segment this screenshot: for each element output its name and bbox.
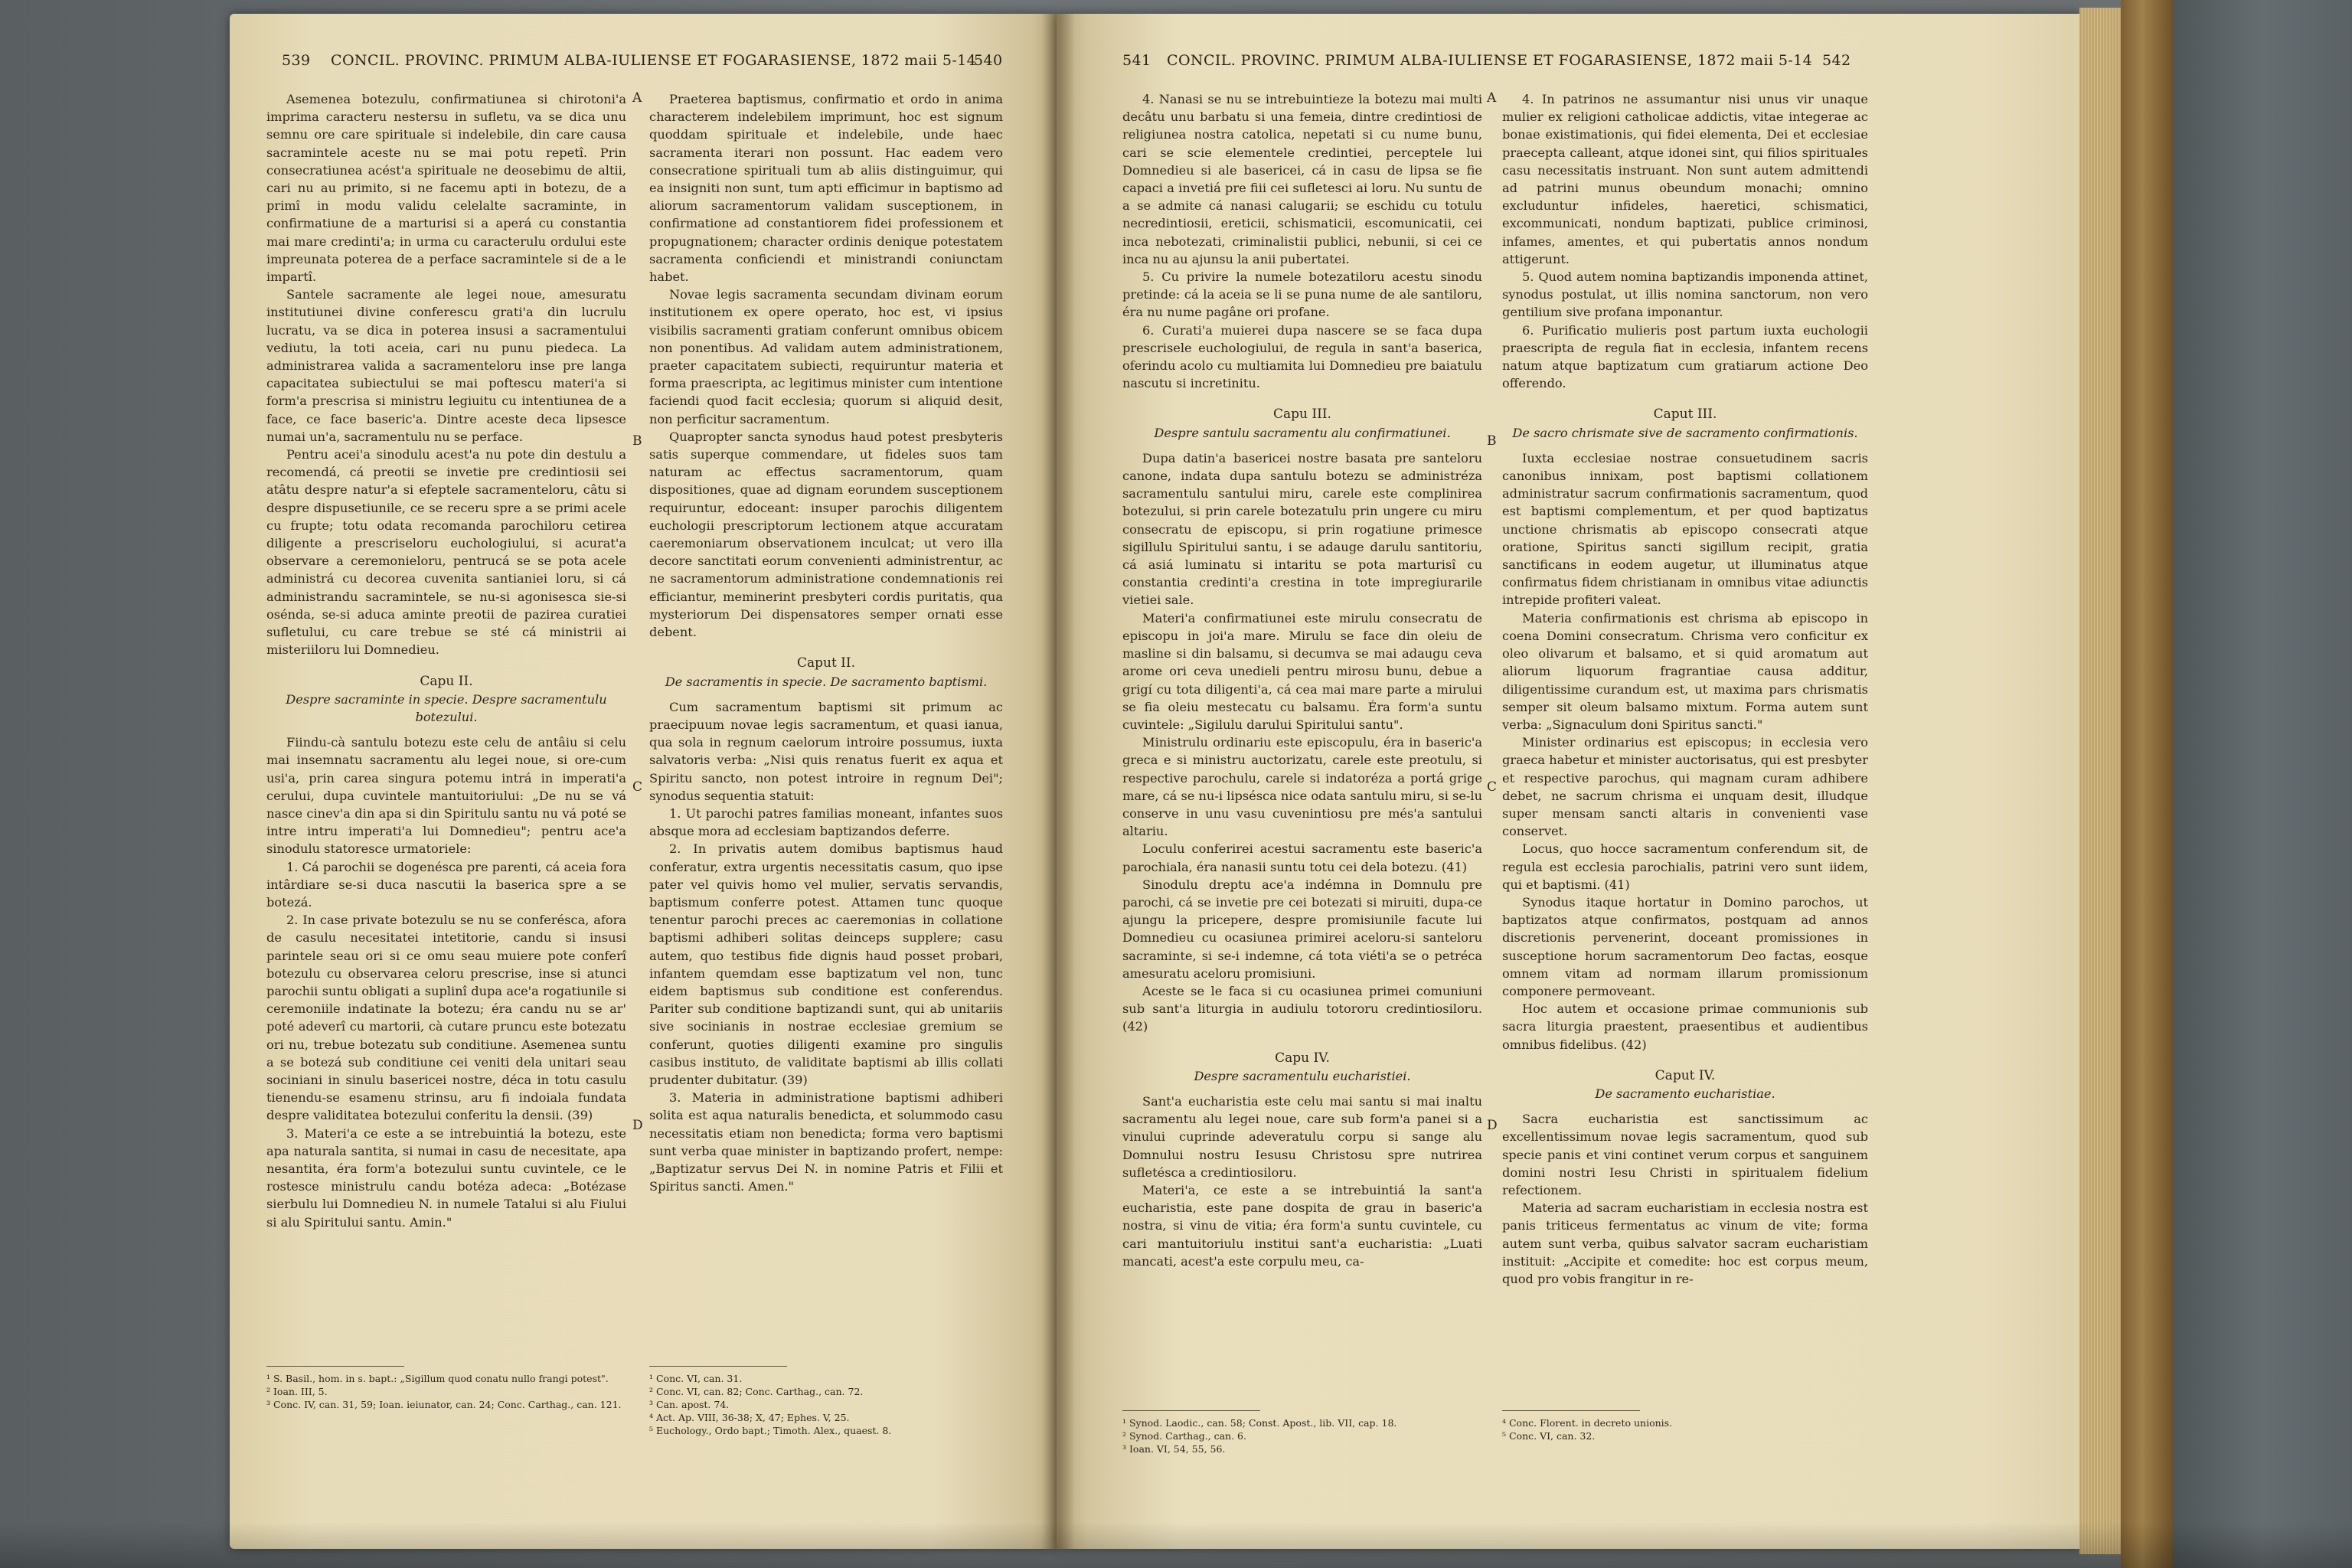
footnote: ⁴ Conc. Florent. in decreto unionis.: [1502, 1417, 1673, 1429]
margin-marker-c: C: [1487, 779, 1498, 795]
paragraph: Synodus itaque hortatur in Domino parochos, ut baptizatos atque confirmatos, postquam ad annos discretionis pervenerint, doceant promissiones in susceptione horum sacramentorum Deo factas, eosque omnem vitam ad normam illarum promissionum componere permoveant.: [1502, 894, 1868, 998]
paragraph: Materia confirmationis est chrisma ab episcopo in coena Domini consecratum. Chrisma vero conficitur ex oleo olivarum et balsamo, et si quid aromatum aut aliorum liquorum fragrantiae causa additur, diligentissime curandum est, ut maxima pars chrismatis semper sit oleum balsamo mixtum. Forma autem sunt verba: „Signaculum doni Spiritus sancti.": [1502, 610, 1868, 732]
footnotes-539: [266, 1372, 626, 1411]
paragraph: Cum sacramentum baptismi sit primum ac praecipuum novae legis sacramentum, et quasi ianua, qua sola in regnum caelorum introire possumus, iuxta salvatoris verba: „Nisi quis renatus fuerit ex aqua et Spiritu sancto, non potest introire in regnum Dei"; synodus sequentia statuit:: [649, 699, 1003, 803]
chapter-heading: Capu IV.: [1275, 1050, 1330, 1066]
paragraph: Materi'a, ce este a se intrebuintiá la sant'a eucharistia, este pane dospita de grau in baseric'a nostra, si vinu de vitia; éra form'a suntu cuvintele, cu cari mantuitoriulu institui sant'a eucharistia: „Luati mancati, acest'a este corpulu meu, ca-: [1122, 1182, 1482, 1269]
chapter-heading: Capu III.: [1273, 407, 1331, 423]
page-number-539: 539: [282, 52, 311, 69]
paragraph: Loculu conferirei acestui sacramentu este baseric'a parochiala, éra nanasii suntu totu cei dela botezu. (41): [1122, 841, 1482, 874]
chapter-subtitle: Despre santulu sacramentu alu confirmatiunei.: [1154, 425, 1451, 440]
paragraph: Hoc autem et occasione primae communionis sub sacra liturgia praestent, praesentibus et audientibus omnibus fidelibus. (42): [1502, 1001, 1868, 1052]
footnote-rule: [1502, 1410, 1640, 1411]
paragraph: Iuxta ecclesiae nostrae consuetudinem sacris canonibus innixam, post baptismi collationem administratur sacrum confirmationis sacramentum, quod est baptismi complementum, et per quod baptizatus unctione chrismatis ab episcopo consecrati atque oratione, Spiritus sancti sigillum recipit, gratia sanctificans in eodem augetur, ut illuminatus atque confirmatus fidem christianam in omnibus vitae adiunctis intrepide profiteri valeat.: [1502, 450, 1868, 608]
column-542-latin: [1502, 90, 1868, 1288]
footnote-rule: [649, 1366, 787, 1367]
footnote: ¹ S. Basil., hom. in s. bapt.: „Sigillum quod conatu nullo frangi potest".: [266, 1373, 609, 1384]
chapter-heading: Capu II.: [420, 673, 473, 689]
paragraph: Asemenea botezulu, confirmatiunea si chirotoni'a imprima caracteru nestersu in sufletu, va se dica unu semnu ore care spirituale si indelebile, din care causa sacramintele aceste nu se mai potu repetî. Prin consecratiunea acést'a spirituale ne deosebimu de altii, cari nu au primito, si ne facemu apti in botezu, de a primî in modu validu celelalte sacraminte, in confirmatiune de a marturisi si a aperá cu constantia mai mare credinti'a; in urma cu caracterulu ordului este impreunata poterea de a perface sacramintele si de a le impartî.: [266, 92, 626, 285]
chapter-subtitle: De sacramento eucharistiae.: [1595, 1086, 1775, 1101]
page-number-542: 542: [1822, 52, 1851, 69]
right-running-title: CONCIL. PROVINC. PRIMUM ALBA-IULIENSE ET FOGARASIENSE, 1872 maii 5-14: [1167, 52, 1813, 69]
paragraph: Sinodulu dreptu ace'a indémna in Domnulu pre parochi, cá se invetie pre cei botezati si miruiti, dupa-ce ajungu la pricepere, despre promisiunile facute lui Domnedieu cu ocasiunea primirei aceloru-si santeloru sacraminte, si se-i indemne, cá tota viéti'a se o petréca amesuratu aceloru promisiuni.: [1122, 877, 1482, 981]
column-541-romanian: [1122, 90, 1482, 1270]
footnotes-540: [649, 1372, 1003, 1437]
paragraph: 4. Nanasi se nu se intrebuintieze la botezu mai multi decâtu unu barbatu si una femeia, dintre credintiosi de religiunea nostra catolica, nepetati si cu nume bunu, cari se scie elementele credintiei, perceptele lui Domnedieu si ale basericei, cá in casu de lipsa se fie capaci a invetiá pre fiii cei sufletesci ai loru. Nu suntu de a se admite cá nanasi calugarii; se eschidu cu totulu necredintiosii, ereticii, schismaticii, escomunicatii, cei inca nebotezati, criminalistii publici, nebunii, si cei ce inca nu au ajunsu la anii pubertatei.: [1122, 92, 1482, 266]
paragraph: Dupa datin'a basericei nostre basata pre santeloru canone, indata dupa santulu botezu se administréza sacramentulu santului miru, carele este complinirea botezului, si prin carele botezatulu prin ungere cu miru consecratu de episcopu, si prin rogatiune primesce sigillulu Spiritului santu, i se adauge darulu santitoriu, cá asiá luminatu si intaritu se pota marturisî cu constantia credinti'a crestina in tote impregiurarile vietiei sale.: [1122, 450, 1482, 608]
paragraph: Minister ordinarius est episcopus; in ecclesia vero graeca habetur et minister auctorisatus, qui est presbyter et respective parochus, qui magnam curam adhibere debet, ne sacrum chrisma ei unquam desit, illudque super mensam sancti altaris in convenienti vase conservet.: [1502, 735, 1868, 839]
book-gutter: [1041, 14, 1075, 1549]
footnotes-542: [1502, 1416, 1868, 1442]
paragraph: 1. Ut parochi patres familias moneant, infantes suos absque mora ad ecclesiam baptizandos deferre.: [649, 805, 1003, 839]
chapter-heading: Caput II.: [796, 655, 856, 671]
paragraph: 3. Materia in administratione baptismi adhiberi solita est aqua naturalis benedicta, et solummodo casu necessitatis etiam non benedicta; forma vero baptismi sunt verba quae minister in baptizando profert, nempe: „Baptizatur servus Dei N. in nomine Patris et Filii et Spiritus sancti. Amen.": [649, 1090, 1003, 1194]
paragraph: Sant'a eucharistia este celu mai santu si mai inaltu sacramentu alu legei noue, care sub form'a panei si a vinului cuprinde adeveratulu corpu si sange alu Domnului nostru Iesusu Christosu spre nutrirea sufletésca a credintiosiloru.: [1122, 1093, 1482, 1180]
margin-marker-b: B: [1487, 433, 1497, 449]
paragraph: Materi'a confirmatiunei este mirulu consecratu de episcopu in joi'a mare. Mirulu se face din oleiu de masline si din balsamu, si decumva se mai adaugu ceva arome ori ceva unedieli pentru mirosu bunu, debue a grigí cu tota diligenti'a, cá cea mai mare parte a mirului se fia oleiu mestecatu cu balsamu. Éra form'a suntu cuvintele: „Sigilulu darului Spiritului santu".: [1122, 610, 1482, 732]
paragraph: Sacra eucharistia est sanctissimum ac excellentissimum novae legis sacramentum, quod sub specie panis et vini continet verum corpus et sanguinem domini nostri Iesu Christi in spiritualem fidelium refectionem.: [1502, 1112, 1868, 1197]
chapter-subtitle: Despre sacramentulu eucharistiei.: [1194, 1068, 1411, 1083]
paragraph: Pentru acei'a sinodulu acest'a nu pote din destulu a recomendá, cá preotii se invetie pre credintiosii sei atâtu despre natur'a si efeptele sacramenteloru, câtu si despre dispusetiunile, ce se receru spre a se primi acele cu frupte; totu odata recomanda parochiloru cetirea diligente a prescriseloru euchologiului, si acurat'a observare a ceremonieloru, pentrucá se se pota acele administrá cu decorea cuvenita santianiei loru, si cá administrandu sacramintele, se nu-si agonisesca sie-si osénda, se-si aduca aminte preotii de pazirea curatiei sufletului, cu care trebue se sté cá ministrii ai misteriiloru lui Domnedieu.: [266, 447, 626, 658]
paragraph: Praeterea baptismus, confirmatio et ordo in anima characterem indelebilem imprimunt, hoc est signum quoddam spirituale et indelebile, unde haec sacramenta iterari non possunt. Hac eadem vero consecratione spirituali tum ab aliis distinguimur, qui ea insigniti non sunt, tum apti efficimur in baptismo ad aliorum sacramentorum validam susceptionem, in confirmatione ad constantiorem fidei professionem et propugnationem; character ordinis denique potestatem sacramenta conficiendi et ministrandi coniunctam habet.: [649, 92, 1003, 285]
footnote: ² Synod. Carthag., can. 6.: [1122, 1430, 1246, 1442]
page-edges: [2079, 8, 2124, 1554]
paragraph: 6. Curati'a muierei dupa nascere se se faca dupa prescrisele euchologiului, de regula in sant'a baserica, oferindu acolo cu multiamita lui Domnedieu pre baiatulu nascutu si incretinitu.: [1122, 322, 1482, 391]
page-number-541: 541: [1122, 52, 1152, 69]
paragraph: Novae legis sacramenta secundam divinam eorum institutionem ex opere operato, hoc est, vi ipsius visibilis sacramenti gratiam conferunt omnibus obicem non ponentibus. Ad validam autem administrationem, praeter capacitatem subiecti, requiruntur materia et forma praescripta, ac legitimus minister cum intentione faciendi quod facit ecclesia; quorum si aliquid desit, non perficitur sacramentum.: [649, 287, 1003, 426]
chapter-subtitle: De sacramentis in specie. De sacramento baptismi.: [665, 674, 988, 689]
paragraph: Quapropter sancta synodus haud potest presbyteris satis superque commendare, ut fideles suos tam naturam ac effectus sacramentorum, quam dispositiones, quae ad dignam eorundem susceptionem requiruntur, edoceant: insuper parochis diligentem euchologii prescriptorum lectionem atque accuratam caeremoniarum observationem inculcat; ut vero illa decore sanctitati eorum convenienti administrentur, ac ne sacramentorum administratione condemnationis rei efficiantur, meminerint presbyteri cordis puritatis, qua mysteriorum Dei dispensatores semper ornati esse debent.: [649, 429, 1003, 640]
book-cover-board: [2173, 0, 2352, 1568]
margin-marker-d: D: [632, 1118, 643, 1133]
paragraph: 5. Cu privire la numele botezatiloru acestu sinodu pretinde: cá la aceia se li se puna nume de ale santiloru, éra nu nume pagâne ori profane.: [1122, 270, 1482, 320]
column-539-romanian: [266, 90, 626, 1231]
paragraph: Locus, quo hocce sacramentum conferendum sit, de regula est ecclesia parochialis, patrini vero sunt iidem, qui et baptismi. (41): [1502, 841, 1868, 892]
footnote: ¹ Conc. VI, can. 31.: [649, 1373, 743, 1384]
footnote: ² Ioan. III, 5.: [266, 1386, 328, 1397]
footnotes-541: [1122, 1416, 1482, 1455]
margin-marker-a: A: [1487, 90, 1497, 106]
chapter-heading: Caput IV.: [1655, 1067, 1716, 1083]
paragraph: 5. Quod autem nomina baptizandis imponenda attinet, synodus postulat, ut illis nomina sanctorum, non vero gentilium sive profana imponantur.: [1502, 270, 1868, 320]
left-running-title: CONCIL. PROVINC. PRIMUM ALBA-IULIENSE ET FOGARASIENSE, 1872 maii 5-14: [331, 52, 977, 69]
footnote: ⁵ Conc. VI, can. 32.: [1502, 1430, 1596, 1442]
chapter-subtitle: De sacro chrismate sive de sacramento confirmationis.: [1512, 425, 1858, 440]
footnote: ³ Ioan. VI, 54, 55, 56.: [1122, 1443, 1226, 1455]
footnote: ³ Conc. IV, can. 31, 59; Ioan. ieiunator, can. 24; Conc. Carthag., can. 121.: [266, 1399, 622, 1410]
footnote: ¹ Synod. Laodic., can. 58; Const. Apost., lib. VII, cap. 18.: [1122, 1417, 1397, 1429]
margin-marker-c: C: [632, 779, 643, 795]
paragraph: Fiindu-cà santulu botezu este celu de antâiu si celu mai insemnatu sacramentu alu legei noue, si ore-cum usi'a, prin carea singura potemu intrá in imperati'a cerului, dupa cuvintele mantuitoriului: „De nu se vá nasce cinev'a din apa si din Spiritulu santu nu vá poté se intre intru imperati'a lui Domnedieu"; pentru ace'a sinodulu statoresce urmatoriele:: [266, 735, 626, 857]
footnote: ² Conc. VI, can. 82; Conc. Carthag., can. 72.: [649, 1386, 864, 1397]
paragraph: 4. In patrinos ne assumantur nisi unus vir unaque mulier ex religioni catholicae addictis, vitae integerae ac bonae existimationis, qui fidei elementa, Dei et ecclesiae praecepta calleant, atque idonei sint, qui filios spirituales casu necessitatis instruant. Non sunt autem admittendi ad patrini munus obeundum monachi; omnino excluduntur infideles, haeretici, schismatici, excommunicati, nondum baptizati, publice criminosi, infames, amentes, et qui pubertatis annos nondum attigerunt.: [1502, 92, 1868, 266]
page-number-540: 540: [974, 52, 1003, 69]
chapter-subtitle: Despre sacraminte in specie. Despre sacramentulu botezului.: [286, 691, 607, 724]
paragraph: 3. Materi'a ce este a se intrebuintiá la botezu, este apa naturala santita, si numai in casu de necesitate, apa nesantita, éra form'a botezului suntu cuvintele, ce le rostesce ministrulu candu botéza adeca: „Botézase sierbulu lui Domnedieu N. in numele Tatalui si alu Fiului si alu Spiritului santu. Amin.": [266, 1125, 626, 1230]
margin-marker-b: B: [632, 433, 642, 449]
margin-marker-d: D: [1487, 1118, 1498, 1133]
paragraph: 6. Purificatio mulieris post partum iuxta euchologii praescripta de regula fiat in ecclesia, infantem recens natum atque baptizatum cum gratiarum actione Deo offerendo.: [1502, 322, 1868, 391]
paragraph: 2. In case private botezulu se nu se conferésca, afora de casulu necesitatei intetitorie, candu si insusi parintele seau ori si ce omu seau muiere pote conferî botezulu cu observarea celoru prescrise, inse si atunci parochii suntu obligati a suplinî dupa ace'a rogatiunile si ceremoniile indatinate la botezu; éra candu nu se ar' poté adeverî cu martorii, cà cutare pruncu este botezatu ori nu, trebue botezatu sub conditiune. Asemenea suntu a se botezá sub conditiune cei veniti dela unitari seau sociniani in sinulu basericei nostre, déca in totu casulu tienendu-se esamenu strinsu, aru fi indoiala fundata despre validitatea botezului conferitu la densii. (39): [266, 913, 626, 1123]
footnote: ⁴ Act. Ap. VIII, 36-38; X, 47; Ephes. V, 25.: [649, 1412, 850, 1423]
column-540-latin: [649, 90, 1003, 1195]
paragraph: Aceste se le faca si cu ocasiunea primei comuniuni sub sant'a liturgia in audiulu totororu credintiosiloru. (42): [1122, 983, 1482, 1034]
paragraph: Santele sacramente ale legei noue, amesuratu institutiunei divine conferescu grati'a din lucrulu lucratu, va se dica in poterea insusi a sacramentului vediutu, la toti aceia, cari nu punu piedeca. La administrarea valida a sacramenteloru inse pre langa capacitatea subiectului se mai poftescu materi'a si form'a prescrisa si ministru legiuitu cu intentiunea de a face, ce face baseric'a. Dintre aceste deca lipsesce numai un'a, sacramentulu nu se perface.: [266, 287, 626, 444]
chapter-heading: Caput III.: [1653, 407, 1717, 423]
paragraph: 1. Cá parochii se dogenésca pre parenti, cá aceia fora intârdiare se-si duca nascutii la baserica spre a se botezá.: [266, 859, 626, 910]
book-spine: [2121, 0, 2174, 1568]
footnote-rule: [1122, 1410, 1260, 1411]
footnote: ³ Can. apost. 74.: [649, 1399, 730, 1410]
paragraph: Ministrulu ordinariu este episcopulu, éra in baseric'a greca e si ministru auctorizatu, carele este preotulu, si respective parochulu, carele si indatoréza a portá grige mare, cá se nu-i lipsésca nice odata santulu miru, si se-lu conserve in unu vasu cuvenintiosu pre més'a santului altariu.: [1122, 735, 1483, 839]
footnote: ⁵ Euchology., Ordo bapt.; Timoth. Alex., quaest. 8.: [649, 1425, 892, 1436]
paragraph: Materia ad sacram eucharistiam in ecclesia nostra est panis triticeus fermentatus ac vinum de vite; forma autem sunt verba, quibus salvator sacram eucharistiam instituit: „Accipite et comedite: hoc est corpus meum, quod pro vobis frangitur in re-: [1502, 1200, 1868, 1286]
margin-marker-a: A: [632, 90, 642, 106]
footnote-rule: [266, 1366, 404, 1367]
paragraph: 2. In privatis autem domibus baptismus haud conferatur, extra urgentis necessitatis casum, quo ipse pater vel quivis homo vel mulier, servatis servandis, baptismum conferre potest. Attamen tunc quoque tenentur parochi preces ac caeremonias in collatione baptismi adhiberi solitas deinceps supplere; casu autem, quo testibus fide dignis haud posset probari, infantem quemdam esse baptizatum vel non, tunc eidem baptismus sub conditione est conferendus. Pariter sub conditione baptizandi sunt, qui ab unitariis sive socinianis in nostrae ecclesiae gremium se conferunt, quoties diligenti examine pro singulis casibus instituto, de validitate baptismi ab illis collati prudenter dubitatur. (39): [649, 841, 1003, 1087]
